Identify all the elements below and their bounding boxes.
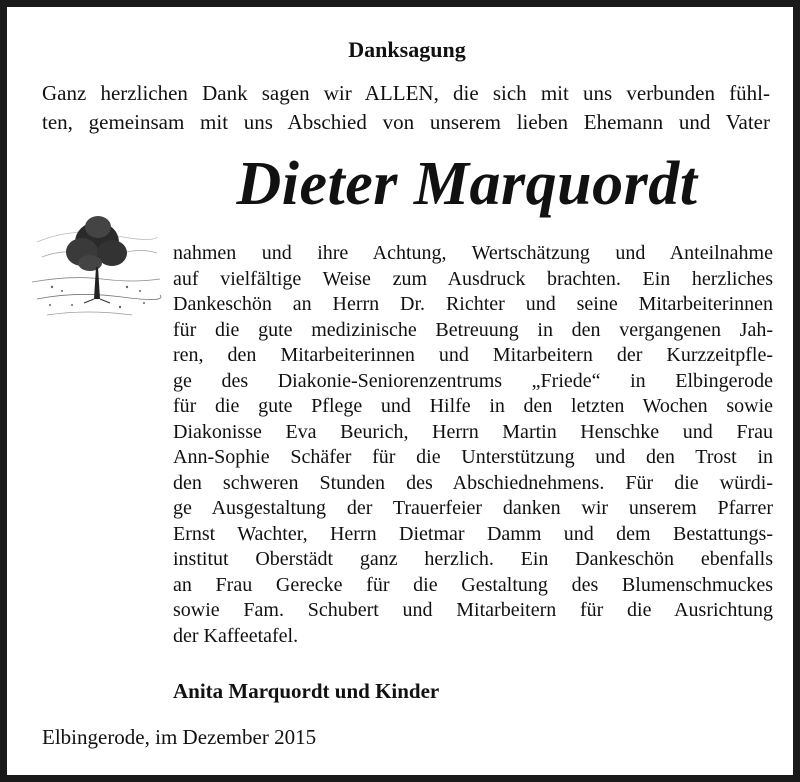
intro-text xyxy=(42,79,770,137)
body-line: auf vielfältige Weise zum Ausdruck brachten. Ein herzliches xyxy=(173,267,773,290)
thanks-body xyxy=(173,241,773,649)
body-line: ge Ausgestaltung der Trauerfeier danken wir unserem Pfarrer xyxy=(173,497,773,519)
body-line: an Frau Gerecke für die Gestaltung des Blumenschmuckes xyxy=(173,573,773,596)
body-line: ren, den Mitarbeiterinnen und Mitarbeitern der Kurzzeitpfle- xyxy=(173,344,773,366)
tree-illustration xyxy=(32,187,162,337)
intro-line: ten, gemeinsam mit uns Abschied von unserem lieben Ehemann und Vater xyxy=(42,110,770,134)
body-line: Ann-Sophie Schäfer für die Unterstützung und den Trost in xyxy=(173,446,773,468)
place-date: Elbingerode, im Dezember 2015 xyxy=(42,725,317,749)
deceased-name: Dieter Marquordt xyxy=(236,150,698,218)
body-line: nahmen und ihre Achtung, Wertschätzung und Anteilnahme xyxy=(173,242,773,264)
body-line: ge des Diakonie-Seniorenzentrums „Friede“ in Elbingerode xyxy=(173,369,773,392)
body-line: für die gute medizinische Betreuung in den vergangenen Jah- xyxy=(173,318,773,341)
body-line: Diakonisse Eva Beurich, Herrn Martin Henschke und Frau xyxy=(173,420,773,443)
body-line: institut Oberstädt ganz herzlich. Ein Dankeschön ebenfalls xyxy=(173,548,773,570)
body-line: Ernst Wachter, Herrn Dietmar Damm und dem Bestattungs- xyxy=(173,522,773,545)
body-line: für die gute Pflege und Hilfe in den letzten Wochen sowie xyxy=(173,395,773,417)
notice-heading: Danksagung xyxy=(348,37,466,62)
signature: Anita Marquordt und Kinder xyxy=(173,679,440,703)
body-line: sowie Fam. Schubert und Mitarbeitern für die Ausrichtung xyxy=(173,599,773,621)
body-line: Dankeschön an Herrn Dr. Richter und seine Mitarbeiterinnen xyxy=(173,293,773,315)
body-line: den schweren Stunden des Abschiednehmens. Für die würdi- xyxy=(173,471,773,494)
intro-line: Ganz herzlichen Dank sagen wir ALLEN, die sich mit uns verbunden fühl- xyxy=(42,81,770,105)
body-line: der Kaffeetafel. xyxy=(173,624,299,647)
